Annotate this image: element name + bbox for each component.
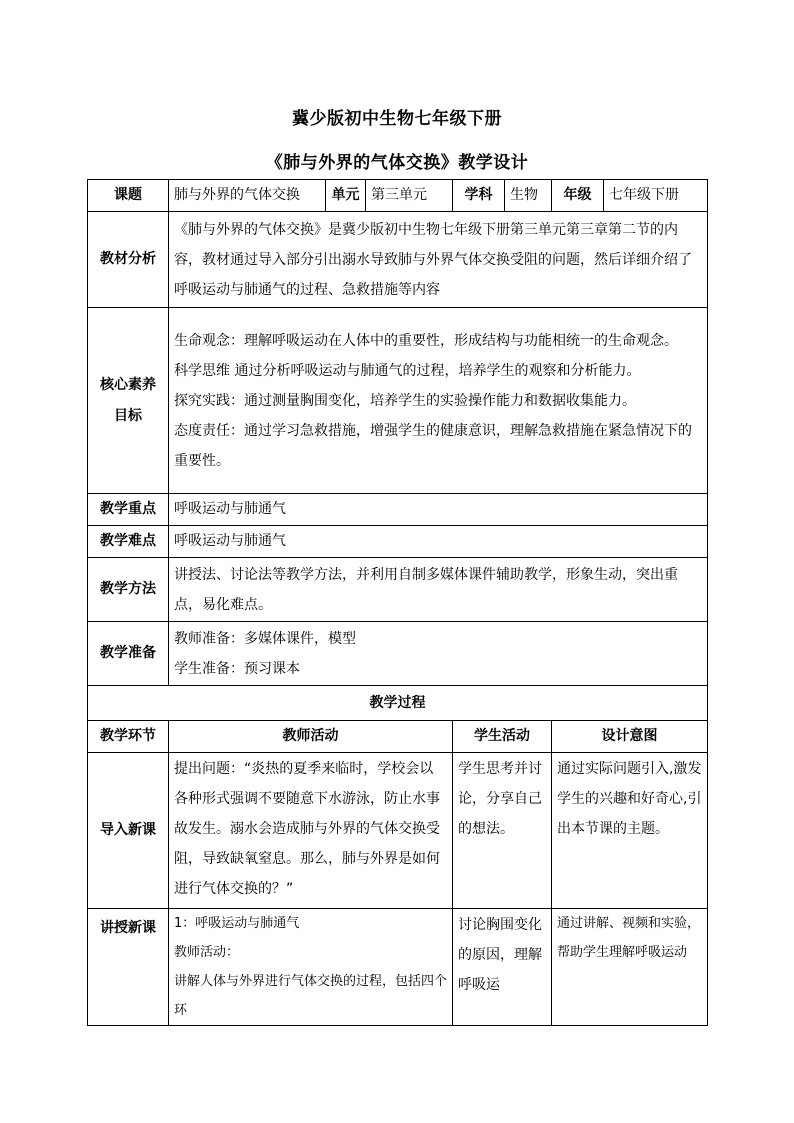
teacher-activity-line: 1：呼吸运动与肺通气 bbox=[174, 916, 300, 931]
document-title: 冀少版初中生物七年级下册 bbox=[292, 109, 502, 129]
process-header-teacher: 教师活动 bbox=[169, 721, 453, 753]
literacy-item: 生命观念：理解呼吸运动在人体中的重要性，形成结构与功能相统一的生命观念。 bbox=[174, 332, 678, 349]
literacy-item: 探究实践：通过测量胸围变化，培养学生的实验操作能力和数据收集能力。 bbox=[174, 392, 636, 409]
student-preparation: 学生准备：预习课本 bbox=[174, 660, 300, 677]
process-header-intent: 设计意图 bbox=[552, 721, 708, 753]
preparation-label: 教学准备 bbox=[88, 622, 169, 686]
literacy-content bbox=[169, 308, 708, 494]
process-header-student: 学生活动 bbox=[453, 721, 552, 753]
literacy-label bbox=[88, 308, 169, 494]
process-title-row bbox=[88, 686, 708, 721]
method-label: 教学方法 bbox=[88, 558, 169, 622]
difficulty-label: 教学难点 bbox=[88, 526, 169, 558]
topic-label: 课题 bbox=[88, 180, 169, 212]
teacher-activity-line: 讲解人体与外界进行气体交换的过程，包括四个环 bbox=[174, 974, 448, 1018]
unit-value: 第三单元 bbox=[366, 180, 453, 212]
key-point-value: 呼吸运动与肺通气 bbox=[169, 494, 708, 526]
preparation-row bbox=[88, 622, 708, 686]
difficulty-row bbox=[88, 526, 708, 558]
table-row bbox=[88, 753, 708, 909]
stage-cell: 导入新课 bbox=[88, 753, 169, 909]
student-activity-cell: 学生思考并讨论，分享自己的想法。 bbox=[453, 753, 552, 909]
process-header-stage: 教学环节 bbox=[88, 721, 169, 753]
literacy-label-line1: 核心素养 bbox=[100, 376, 156, 393]
subject-value: 生物 bbox=[505, 180, 552, 212]
topic-value: 肺与外界的气体交换 bbox=[169, 180, 326, 212]
difficulty-value: 呼吸运动与肺通气 bbox=[169, 526, 708, 558]
document-subtitle: 《肺与外界的气体交换》教学设计 bbox=[265, 153, 529, 173]
table-row bbox=[88, 909, 708, 1026]
student-activity-cell: 讨论胸围变化的原因，理解呼吸运 bbox=[453, 909, 552, 1026]
process-title: 教学过程 bbox=[88, 686, 708, 721]
process-header-row bbox=[88, 721, 708, 753]
analysis-text: 《肺与外界的气体交换》是冀少版初中生物七年级下册第三单元第三章第二节的内容，教材通过导入部分引出溺水导致肺与外界气体交换受阻的问题，然后详细介绍了呼吸运动与肺通气的过程、急救措施等内容 bbox=[169, 212, 708, 308]
grade-label: 年级 bbox=[552, 180, 604, 212]
literacy-row bbox=[88, 308, 708, 494]
method-row bbox=[88, 558, 708, 622]
teacher-preparation: 教师准备：多媒体课件，模型 bbox=[174, 630, 356, 647]
method-text: 讲授法、讨论法等教学方法，并利用自制多媒体课件辅助教学，形象生动，突出重点，易化难点。 bbox=[169, 558, 708, 622]
analysis-row bbox=[88, 212, 708, 308]
teacher-activity-cell: 提出问题：“炎热的夏季来临时，学校会以各种形式强调不要随意下水游泳，防止水事故发生。溺水会造成肺与外界的气体交换受阻，导致缺氧窒息。那么，肺与外界是如何进行气体交换的？” bbox=[169, 753, 453, 909]
literacy-label-line2: 目标 bbox=[114, 407, 142, 424]
literacy-item: 科学思维 通过分析呼吸运动与肺通气的过程，培养学生的观察和分析能力。 bbox=[174, 362, 641, 379]
analysis-label: 教材分析 bbox=[88, 212, 169, 308]
key-point-row bbox=[88, 494, 708, 526]
topic-row bbox=[88, 180, 708, 212]
grade-value: 七年级下册 bbox=[604, 180, 708, 212]
design-intent-cell: 通过实际问题引入,激发学生的兴趣和好奇心,引出本节课的主题。 bbox=[552, 753, 708, 909]
preparation-content bbox=[169, 622, 708, 686]
stage-cell: 讲授新课 bbox=[88, 909, 169, 1026]
subject-label: 学科 bbox=[453, 180, 505, 212]
lesson-plan-table bbox=[87, 179, 708, 1026]
teacher-activity-cell bbox=[169, 909, 453, 1026]
teacher-activity-line: 教师活动： bbox=[174, 945, 240, 960]
literacy-item: 态度责任：通过学习急救措施，增强学生的健康意识，理解急救措施在紧急情况下的重要性。 bbox=[174, 422, 692, 469]
design-intent-cell: 通过讲解、视频和实验，帮助学生理解呼吸运动 bbox=[552, 909, 708, 1026]
unit-label: 单元 bbox=[326, 180, 366, 212]
key-point-label: 教学重点 bbox=[88, 494, 169, 526]
